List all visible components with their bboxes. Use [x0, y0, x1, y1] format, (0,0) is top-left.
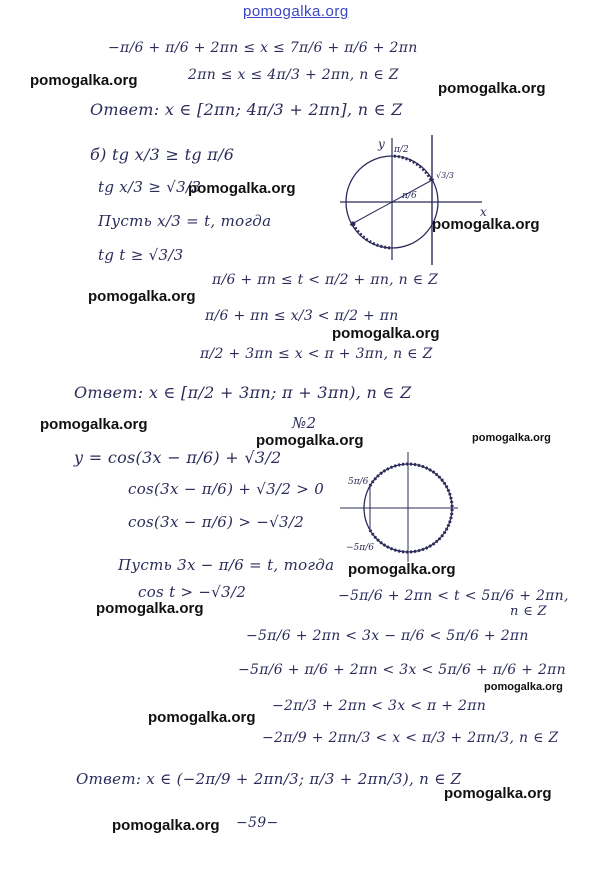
line-15: cos(3x − π/6) > −√3/2	[128, 513, 305, 531]
point-dot	[351, 222, 356, 227]
watermark-4[interactable]: pomogalka.org	[432, 216, 540, 233]
line-11: Ответ: x ∈ [π/2 + 3πn; π + 3πn), n ∈ Z	[74, 383, 412, 402]
line-24: Ответ: x ∈ (−2π/9 + 2πn/3; π/3 + 2πn/3), n ∈ Z	[76, 770, 462, 788]
pi-sixth-label: π/6	[402, 191, 417, 201]
line-13: y = cos(3x − π/6) + √3/2	[74, 448, 282, 467]
watermark-top[interactable]: pomogalka.org	[243, 3, 349, 20]
line-1: −π/6 + π/6 + 2πn ≤ x ≤ 7π/6 + π/6 + 2πn	[108, 40, 418, 56]
watermark-12[interactable]: pomogalka.org	[484, 681, 563, 693]
line-18: −5π/6 + 2πn < t < 5π/6 + 2πn,	[338, 588, 569, 604]
minus-five-pi-sixth-label: −5π/6	[346, 543, 374, 553]
y-axis-label: y	[378, 137, 385, 151]
x-axis-label: x	[480, 205, 487, 219]
watermark-1[interactable]: pomogalka.org	[30, 72, 138, 89]
line-4: б) tg x/3 ≥ tg π/6	[90, 145, 235, 164]
shaded-arc-1	[392, 156, 431, 180]
watermark-6[interactable]: pomogalka.org	[332, 325, 440, 342]
watermark-10[interactable]: pomogalka.org	[348, 561, 456, 578]
five-pi-sixth-label: 5π/6	[348, 477, 369, 487]
shaded-arc-2	[353, 224, 392, 248]
line-19: n ∈ Z	[510, 604, 547, 619]
line-16: Пусть 3x − π/6 = t, тогда	[118, 556, 335, 574]
line-6: Пусть x/3 = t, тогда	[98, 212, 272, 230]
page-number: −59−	[236, 815, 279, 831]
line-9: π/6 + πn ≤ x/3 < π/2 + πn	[205, 308, 399, 324]
line-10: π/2 + 3πn ≤ x < π + 3πn, n ∈ Z	[200, 346, 433, 362]
tangent-circle-diagram	[330, 130, 490, 270]
watermark-2[interactable]: pomogalka.org	[438, 80, 546, 97]
line-14: cos(3x − π/6) + √3/2 > 0	[128, 480, 325, 498]
line-23: −2π/9 + 2πn/3 < x < π/3 + 2πn/3, n ∈ Z	[262, 730, 559, 746]
line-3: Ответ: x ∈ [2πn; 4π/3 + 2πn], n ∈ Z	[90, 100, 403, 119]
watermark-8[interactable]: pomogalka.org	[256, 432, 364, 449]
watermark-3[interactable]: pomogalka.org	[188, 180, 296, 197]
cosine-circle-diagram	[330, 448, 460, 568]
watermark-7[interactable]: pomogalka.org	[40, 416, 148, 433]
line-5: tg x/3 ≥ √3/3	[98, 178, 202, 196]
line-21: −5π/6 + π/6 + 2πn < 3x < 5π/6 + π/6 + 2πn	[238, 662, 566, 678]
line-8: π/6 + πn ≤ t < π/2 + πn, n ∈ Z	[212, 272, 439, 288]
watermark-11[interactable]: pomogalka.org	[96, 600, 204, 617]
watermark-14[interactable]: pomogalka.org	[444, 785, 552, 802]
watermark-15[interactable]: pomogalka.org	[112, 817, 220, 834]
line-17: cos t > −√3/2	[138, 583, 247, 601]
watermark-9[interactable]: pomogalka.org	[472, 432, 551, 444]
task-number: №2	[292, 414, 317, 432]
watermark-5[interactable]: pomogalka.org	[88, 288, 196, 305]
line-22: −2π/3 + 2πn < 3x < π + 2πn	[272, 698, 487, 714]
root-three-label: √3/3	[436, 171, 454, 180]
pi-half-label: π/2	[394, 145, 409, 155]
line-20: −5π/6 + 2πn < 3x − π/6 < 5π/6 + 2πn	[246, 628, 529, 644]
watermark-13[interactable]: pomogalka.org	[148, 709, 256, 726]
line-2: 2πn ≤ x ≤ 4π/3 + 2πn, n ∈ Z	[188, 67, 399, 83]
line-7: tg t ≥ √3/3	[98, 246, 184, 264]
